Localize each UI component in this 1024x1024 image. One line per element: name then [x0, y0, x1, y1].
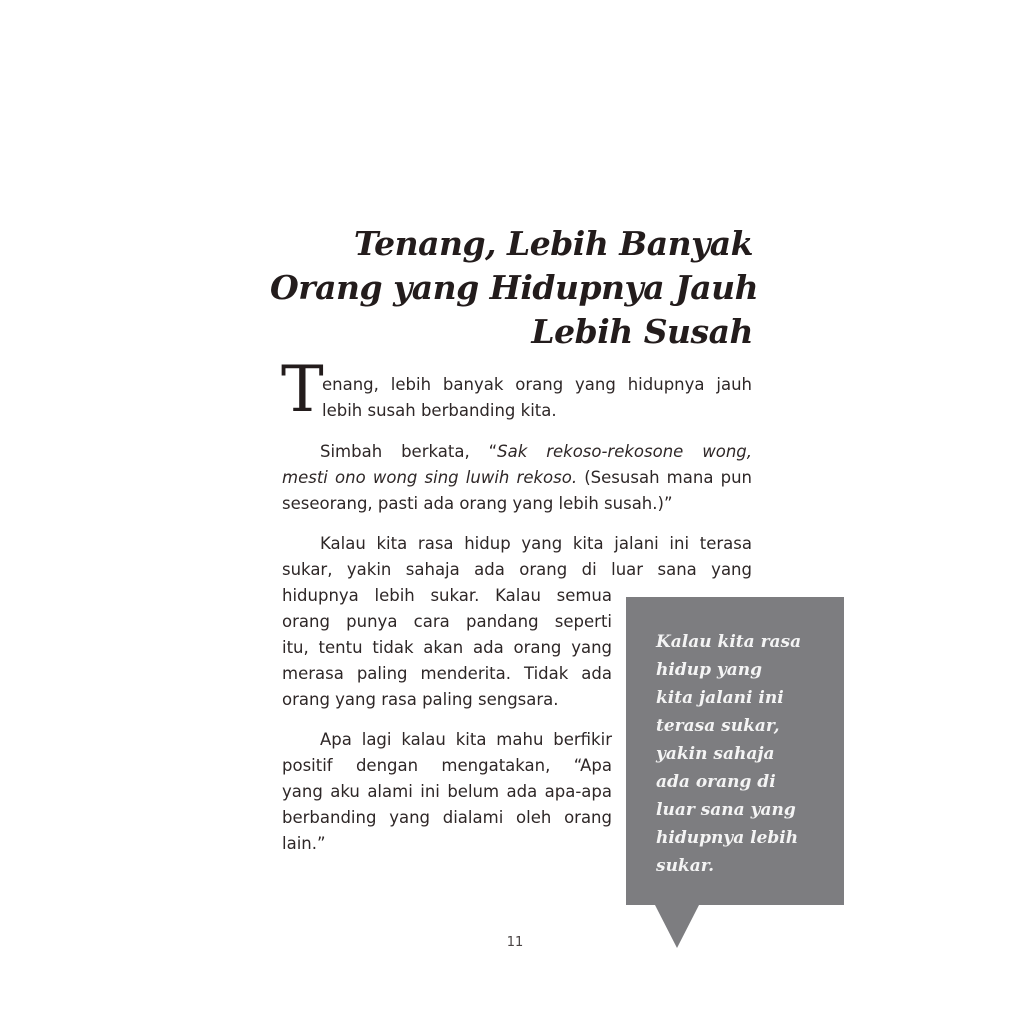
title-line: Lebih Susah [531, 312, 753, 351]
title-line: Tenang, Lebih Banyak [353, 224, 753, 263]
text-line: lain.” [282, 834, 326, 853]
text-line: orang punya cara pandang seperti [282, 612, 612, 631]
speech-bubble-tail [655, 905, 699, 948]
text-line: hidupnya lebih sukar. Kalau semua [282, 586, 612, 605]
pull-quote-line: terasa sukar, [656, 716, 780, 736]
pull-quote-line: sukar. [656, 856, 715, 876]
pull-quote-line: ada orang di [656, 772, 776, 792]
text-line: Kalau kita rasa hidup yang kita jalani ini terasa [320, 534, 752, 553]
italic-quote: Sak rekoso-rekosone wong, [497, 442, 752, 461]
text-line: Apa lagi kalau kita mahu berfikir [320, 730, 612, 749]
text-line [282, 465, 752, 491]
text-line: sukar, yakin sahaja ada orang di luar sana yang [282, 560, 752, 579]
text-line: seseorang, pasti ada orang yang lebih susah.)” [282, 494, 673, 513]
pull-quote-line: hidup yang [656, 660, 763, 680]
pull-quote-line: luar sana yang [656, 800, 796, 820]
pull-quote-text [656, 628, 836, 880]
pull-quote-line: kita jalani ini [656, 688, 784, 708]
pull-quote-line: hidupnya lebih [656, 828, 799, 848]
italic-quote: mesti ono wong sing luwih rekoso. [282, 468, 578, 487]
drop-cap: T [281, 353, 324, 427]
text-line: positif dengan mengatakan, “Apa [282, 756, 612, 775]
text-line: itu, tentu tidak akan ada orang yang [282, 638, 612, 657]
page-number: 11 [506, 935, 524, 950]
text-line: merasa paling menderita. Tidak ada [282, 664, 612, 683]
text-line: berbanding yang dialami oleh orang [282, 808, 612, 827]
text-line: enang, lebih banyak orang yang hidupnya jauh [322, 375, 752, 394]
pull-quote-line: yakin sahaja [656, 744, 775, 764]
text-segment: Simbah berkata, “ [320, 442, 498, 461]
text-line: lebih susah berbanding kita. [322, 401, 557, 420]
text-line: yang aku alami ini belum ada apa-apa [282, 782, 612, 801]
paragraph-1 [322, 372, 752, 424]
text-line [282, 439, 752, 465]
chapter-title [270, 222, 759, 354]
text-segment: (Sesusah mana pun [577, 468, 752, 487]
paragraph-4 [282, 727, 612, 857]
title-line: Orang yang Hidupnya Jauh [270, 268, 759, 307]
pull-quote-line: Kalau kita rasa [656, 632, 802, 652]
text-line: orang yang rasa paling sengsara. [282, 690, 559, 709]
paragraph-2 [282, 439, 752, 517]
